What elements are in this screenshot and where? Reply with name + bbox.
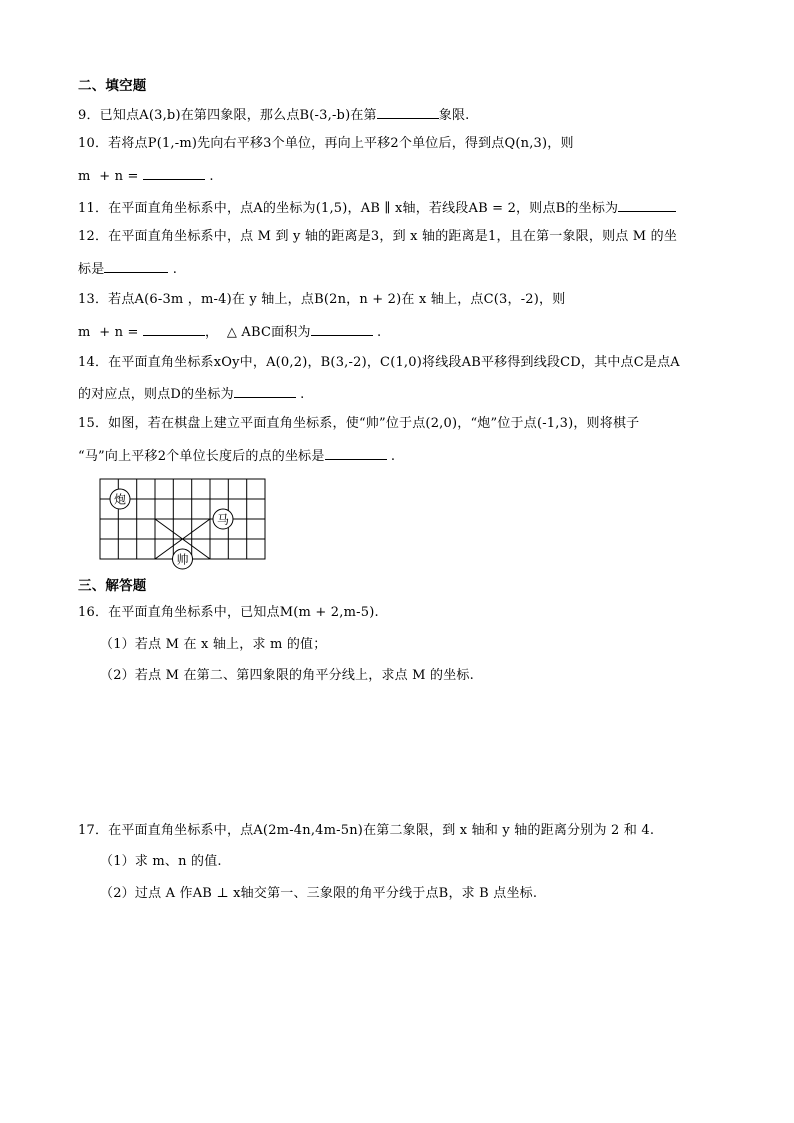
question-16-stem: 16．在平面直角坐标系中，已知点M(m + 2,m-5). (78, 605, 379, 620)
q15-period: . (390, 449, 396, 464)
question-12-line-2 (78, 259, 177, 279)
q13-answer-blank-2[interactable] (311, 322, 373, 336)
q13-area-text: ， △ ABC面积为 (204, 325, 311, 340)
q9-text-end: 象限. (438, 108, 470, 123)
q13-period: . (377, 325, 382, 340)
question-12-line-1: 12．在平面直角坐标系中，点 M 到 y 轴的距离是3，到 x 轴的距离是1，且在第一象限，则点 M 的坐 (78, 229, 678, 244)
piece-pao-label: 炮 (113, 492, 127, 507)
question-15-line-2 (78, 446, 395, 466)
q11-text: 11．在平面直角坐标系中，点A的坐标为(1,5)，AB ∥ x轴，若线段AB = 2，则点B的坐标为 (78, 201, 619, 216)
q12-text: 标是 (78, 262, 105, 277)
q14-answer-blank[interactable] (234, 384, 296, 398)
chessboard-figure (98, 477, 270, 573)
q14-period: . (300, 387, 305, 402)
question-17-stem: 17．在平面直角坐标系中，点A(2m-4n,4m-5n)在第二象限，到 x 轴和 y 轴的距离分别为 2 和 4. (78, 823, 655, 838)
q14-text: 的对应点，则点D的坐标为 (78, 387, 234, 402)
question-13-line-1: 13．若点A(6-3m ，m-4)在 y 轴上，点B(2n，n + 2)在 x 轴上，点C(3，-2)，则 (78, 292, 566, 307)
q11-answer-blank[interactable] (618, 198, 676, 212)
q13-expression: m + n = (78, 325, 139, 340)
question-10-line-1: 10．若将点P(1,-m)先向右平移3个单位，再向上平移2个单位后，得到点Q(n,3)，则 (78, 136, 574, 151)
question-15-line-1: 15．如图，若在棋盘上建立平面直角坐标系，使“帅”位于点(2,0)，“炮”位于点(-1,3)，则将棋子 (78, 416, 640, 431)
question-9 (78, 105, 469, 125)
chess-piece-shuai (173, 549, 193, 569)
question-14-line-2 (78, 384, 305, 404)
question-17-part-2: （2）过点 A 作AB ⊥ x轴交第一、三象限的角平分线于点B，求 B 点坐标. (100, 886, 538, 901)
question-16-part-2: （2）若点 M 在第二、第四象限的角平分线上，求点 M 的坐标. (100, 668, 474, 683)
question-14-line-1: 14．在平面直角坐标系xOy中，A(0,2)，B(3,-2)，C(1,0)将线段AB平移得到线段CD，其中点C是点A (78, 355, 680, 370)
question-10-line-2 (78, 166, 214, 186)
question-11 (78, 198, 676, 218)
section-title-fill: 二、填空题 (78, 78, 147, 94)
q9-answer-blank[interactable] (377, 105, 439, 119)
q15-text: “马”向上平移2个单位长度后的点的坐标是 (78, 449, 325, 464)
section-title-solve: 三、解答题 (78, 578, 147, 594)
q15-answer-blank[interactable] (325, 446, 387, 460)
chess-piece-pao (110, 489, 130, 509)
q12-period: . (172, 262, 178, 277)
question-16-part-1: （1）若点 M 在 x 轴上，求 m 的值； (100, 637, 327, 652)
q12-answer-blank[interactable] (104, 259, 168, 273)
chess-piece-ma (213, 509, 233, 529)
piece-shuai-label: 帅 (176, 552, 189, 567)
q10-expression: m + n = (78, 169, 139, 184)
q10-answer-blank[interactable] (143, 166, 205, 180)
question-13-line-2 (78, 322, 381, 342)
q13-answer-blank-1[interactable] (143, 322, 205, 336)
q9-text: 9．已知点A(3,b)在第四象限，那么点B(-3,-b)在第 (78, 108, 377, 123)
q10-period: . (209, 169, 214, 184)
question-17-part-1: （1）求 m、n 的值. (100, 854, 222, 869)
piece-ma-label: 马 (216, 512, 230, 527)
